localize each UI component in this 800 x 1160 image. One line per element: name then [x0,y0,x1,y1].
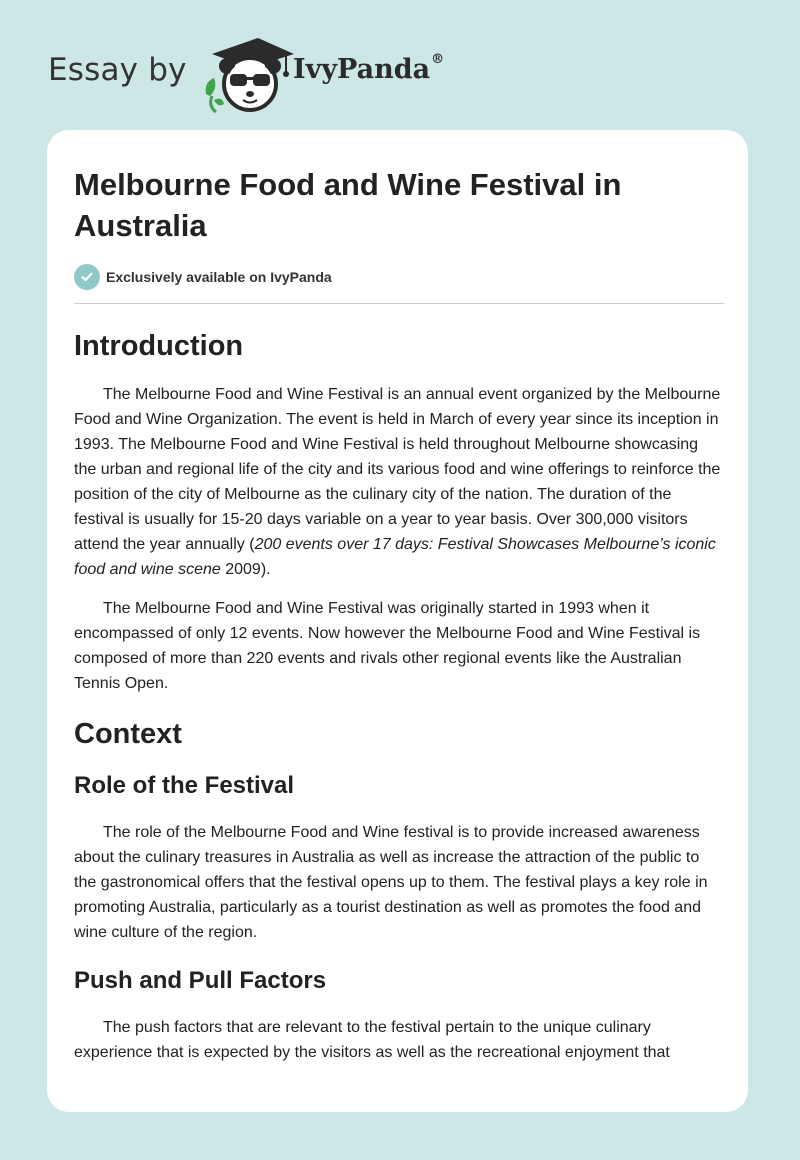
paragraph-push-pull-1: The push factors that are relevant to the festival pertain to the unique culinary experience that is expected by the visitors as well as the recreational enjoyment that [74,1019,670,1061]
paragraph-intro-1-text: The Melbourne Food and Wine Festival is an annual event organized by the Melbourne Food and Wine Organization. The event is held in March of every year since its inception in 1993. The Melbourne Food and Wine Festival is held throughout Melbourne showcasing the urban and regional life of the city and its various food and wine offerings to reinforce the position of the city of Melbourne as the culinary city of the nation. The duration of the festival is usually for 15-20 days variable on a year to year basis. Over 300,000 visitors attend the year annually ( [74,386,721,553]
brand-header [48,34,468,114]
paragraph-intro-2: The Melbourne Food and Wine Festival was originally started in 1993 when it encompassed of only 12 events. Now however the Melbourne Food and Wine Festival is composed of more than 220 events and rivals other regional events like the Australian Tennis Open. [74,600,701,692]
essay-content [74,164,724,1065]
essay-card [47,130,748,1112]
panda-graduate-icon [200,34,296,114]
brand-prefix: Essay by [48,52,187,88]
brand-name [293,54,444,85]
subheading-push-pull-factors: Push and Pull Factors [74,967,327,994]
section-heading-context: Context [74,718,182,750]
paragraph-role-1: The role of the Melbourne Food and Wine festival is to provide increased awareness about the culinary treasures in Australia as well as increase the attraction of the public to the gastronomical offers that the festival opens up to them. The festival plays a key role in promoting Australia, particularly as a tourist destination as well as promotes the food and wine culture of the region. [74,824,708,941]
exclusive-badge-text: Exclusively available on IvyPanda [106,269,332,285]
section-heading-introduction: Introduction [74,330,244,362]
paragraph-intro-1 [74,382,724,582]
title-divider [74,303,724,304]
citation-title: 200 events over 17 days: Festival Showcases Melbourne’s iconic food and wine scene [74,536,716,578]
exclusive-badge [74,263,724,291]
citation-year: 2009). [220,561,271,578]
brand-name-text: IvyPanda [293,54,431,85]
essay-title: Melbourne Food and Wine Festival in Australia [74,167,622,243]
subheading-role-of-festival: Role of the Festival [74,772,295,799]
registered-mark: ® [431,52,445,67]
check-circle-icon [74,264,100,290]
